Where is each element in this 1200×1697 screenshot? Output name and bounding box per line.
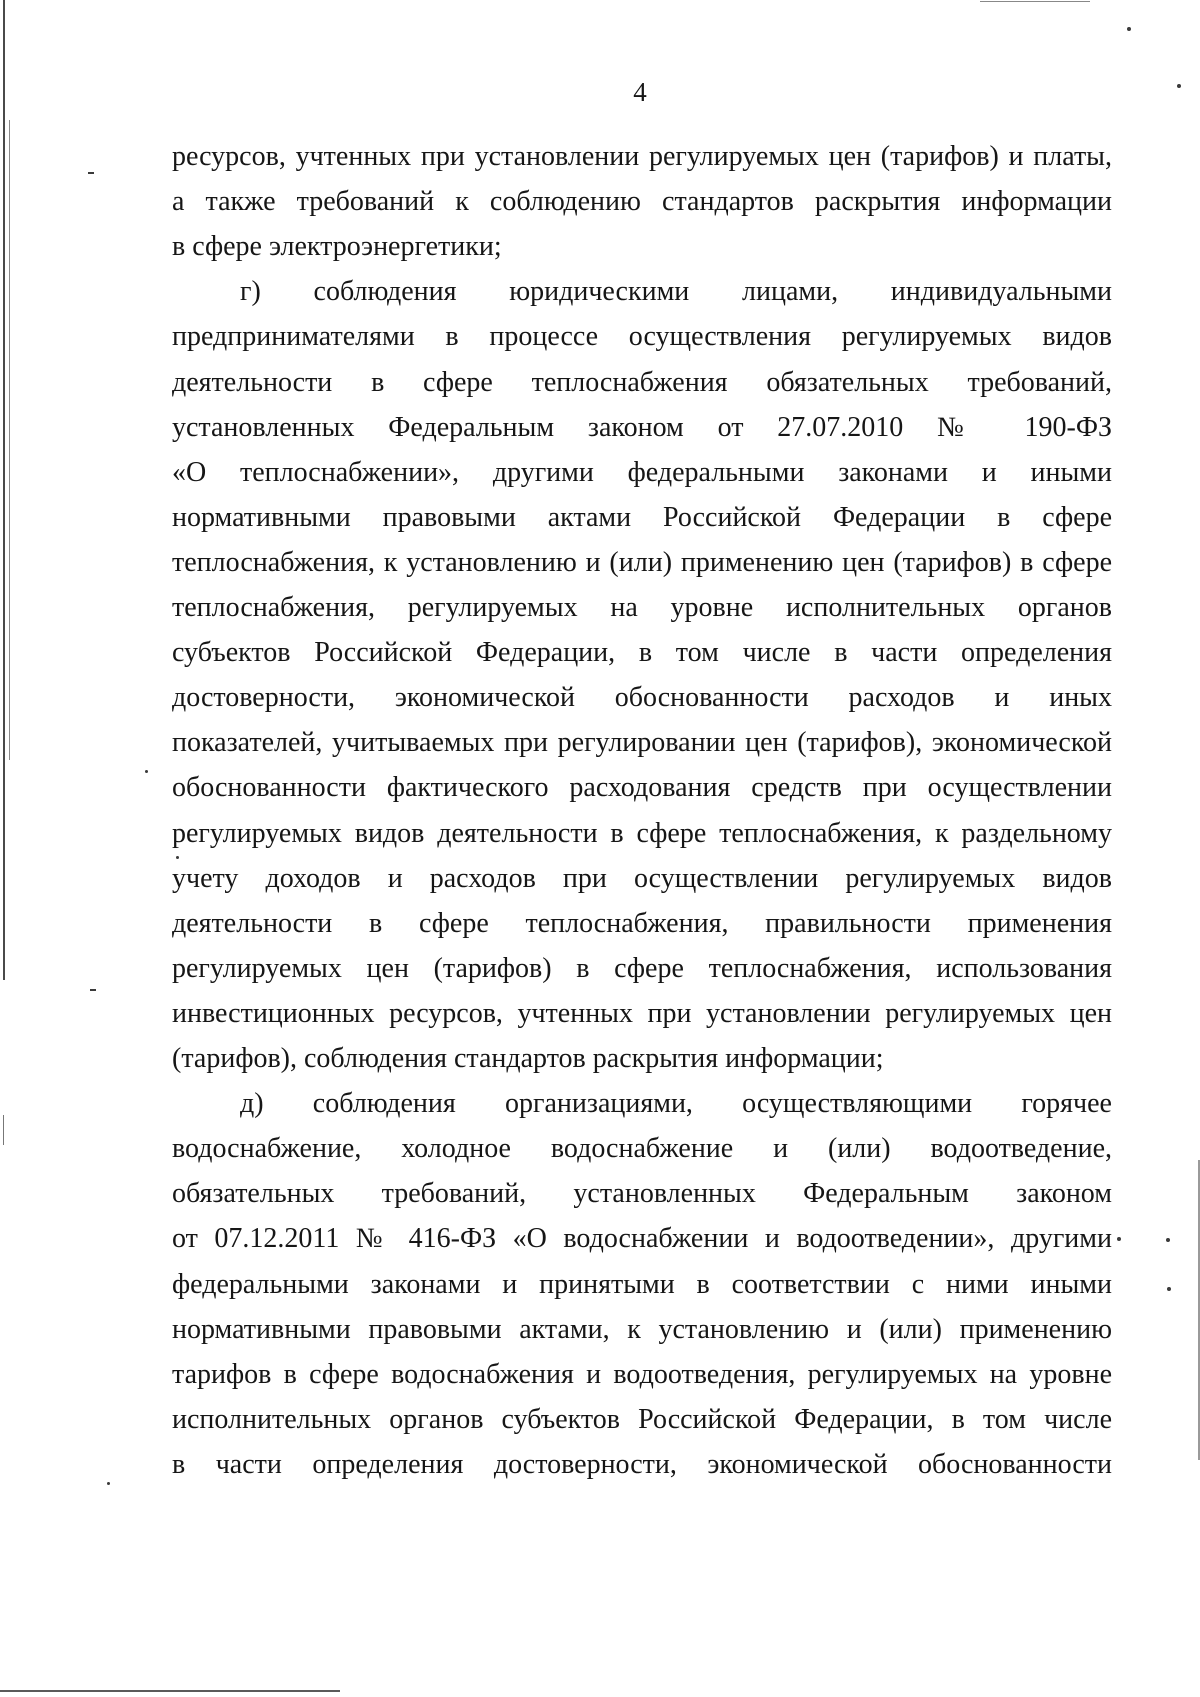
text-line: обоснованности фактического расходования средств при осуществлении — [172, 772, 1112, 803]
scan-edge-mark — [0, 1690, 340, 1692]
text-line: нормативными правовыми актами Российской Федерации в сфере — [172, 502, 1112, 533]
scan-speck — [1177, 84, 1181, 88]
text-line: д) соблюдения организациями, осуществляющими горячее — [240, 1088, 1112, 1119]
text-line: «О теплоснабжении», другими федеральными законами и иными — [172, 457, 1112, 488]
text-line: а также требований к соблюдению стандартов раскрытия информации — [172, 186, 1112, 217]
scan-speck — [176, 856, 179, 859]
page-number: 4 — [633, 77, 647, 107]
scan-edge-mark — [3, 0, 5, 980]
text-line: инвестиционных ресурсов, учтенных при установлении регулируемых цен — [172, 998, 1112, 1029]
text-line: (тарифов), соблюдения стандартов раскрытия информации; — [172, 1043, 884, 1074]
text-line: федеральными законами и принятыми в соответствии с ними иными — [172, 1269, 1112, 1300]
text-line: деятельности в сфере теплоснабжения обязательных требований, — [172, 367, 1112, 398]
text-line: теплоснабжения, к установлению и (или) применению цен (тарифов) в сфере — [172, 547, 1112, 578]
text-line: учету доходов и расходов при осуществлении регулируемых видов — [172, 863, 1112, 894]
text-line: исполнительных органов субъектов Российской Федерации, в том числе — [172, 1404, 1112, 1435]
text-line: г) соблюдения юридическими лицами, индивидуальными — [240, 276, 1112, 307]
text-line: обязательных требований, установленных Федеральным законом — [172, 1178, 1112, 1209]
scan-speck — [107, 1482, 110, 1485]
scan-edge-mark — [3, 1115, 4, 1145]
scan-speck — [1167, 1287, 1171, 1291]
text-line: деятельности в сфере теплоснабжения, правильности применения — [172, 908, 1112, 939]
scan-edge-mark — [9, 120, 10, 760]
text-line: в части определения достоверности, экономической обоснованности — [172, 1449, 1112, 1480]
scan-speck — [1166, 1238, 1170, 1242]
text-line: установленных Федеральным законом от 27.07.2010 № 190-ФЗ — [172, 412, 1112, 443]
scan-edge-mark — [980, 1, 1090, 2]
text-line: ресурсов, учтенных при установлении регулируемых цен (тарифов) и платы, — [172, 141, 1112, 172]
scan-speck — [145, 770, 148, 773]
text-line: нормативными правовыми актами, к установлению и (или) применению — [172, 1314, 1112, 1345]
text-line: тарифов в сфере водоснабжения и водоотведения, регулируемых на уровне — [172, 1359, 1112, 1390]
scan-speck — [88, 172, 94, 174]
text-line: теплоснабжения, регулируемых на уровне исполнительных органов — [172, 592, 1112, 623]
text-line: водоснабжение, холодное водоснабжение и (или) водоотведение, — [172, 1133, 1112, 1164]
text-line: в сфере электроэнергетики; — [172, 231, 502, 262]
scan-speck — [1117, 1237, 1121, 1241]
text-line: достоверности, экономической обоснованности расходов и иных — [172, 682, 1112, 713]
text-line: от 07.12.2011 № 416-ФЗ «О водоснабжении и водоотведении», другими — [172, 1223, 1112, 1254]
text-line: регулируемых видов деятельности в сфере теплоснабжения, к раздельному — [172, 818, 1112, 849]
text-line: субъектов Российской Федерации, в том числе в части определения — [172, 637, 1112, 668]
text-line: показателей, учитываемых при регулировании цен (тарифов), экономической — [172, 727, 1112, 758]
scan-speck — [90, 989, 96, 991]
text-line: предпринимателями в процессе осуществления регулируемых видов — [172, 321, 1112, 352]
text-line: регулируемых цен (тарифов) в сфере теплоснабжения, использования — [172, 953, 1112, 984]
scan-speck — [1127, 27, 1131, 31]
